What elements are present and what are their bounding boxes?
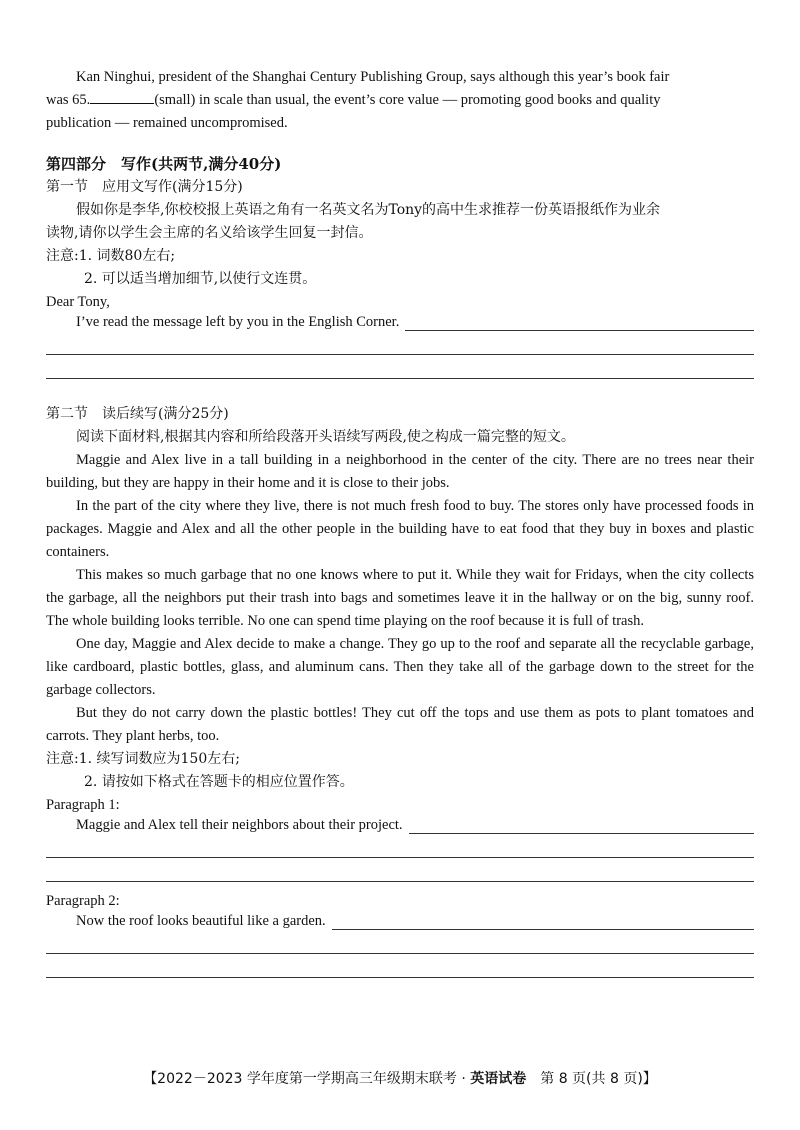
writing-line[interactable] (409, 817, 754, 834)
intro-line-1: Kan Ninghui, president of the Shanghai Century Publishing Group, says although this year’s book fair (76, 69, 670, 85)
writing-line[interactable] (405, 314, 754, 331)
writing-line[interactable] (46, 954, 754, 978)
section1-title: 第一节 应用文写作(满分15分) (46, 179, 243, 195)
intro-line-2-after: (small) in scale than usual, the event’s core value — promoting good books and quality (154, 92, 661, 108)
writing-line[interactable] (332, 913, 754, 930)
letter-opening: I’ve read the message left by you in the English Corner. (76, 314, 400, 330)
exam-page (46, 66, 754, 978)
fill-blank[interactable] (90, 89, 154, 104)
section1-prompt-2: 读物,请你以学生会主席的名义给该学生回复一封信。 (46, 225, 373, 241)
paragraph1-label: Paragraph 1: (46, 797, 120, 813)
story-paragraph: But they do not carry down the plastic bottles! They cut off the tops and use them as pots to plant tomatoes and carrots. They plant herbs, too. (46, 705, 754, 744)
story-paragraph: One day, Maggie and Alex decide to make a change. They go up to the roof and separate all the recyclable garbage, like cardboard, plastic bottles, glass, and aluminum cans. Then they take all of the garbage down to the street for the garbage collectors. (46, 636, 754, 698)
story-paragraph: In the part of the city where they live, there is not much fresh food to buy. The stores only have processed foods in packages. Maggie and Alex and all the other people in the building have to eat food that they buy in boxes and plastic containers. (46, 498, 754, 560)
writing-line[interactable] (46, 930, 754, 954)
intro-line-2 (46, 89, 754, 112)
section1-note-2: 2. 可以适当增加细节,以使行文连贯。 (84, 271, 317, 287)
section2-title: 第二节 读后续写(满分25分) (46, 406, 229, 422)
paragraph1-start-row (46, 817, 754, 834)
writing-line[interactable] (46, 331, 754, 355)
section2-instruction: 阅读下面材料,根据其内容和所给段落开头语续写两段,使之构成一篇完整的短文。 (76, 429, 575, 445)
paragraph2-label: Paragraph 2: (46, 893, 120, 909)
letter-opening-row (46, 314, 754, 331)
paragraph2-start-row (46, 913, 754, 930)
letter-salutation: Dear Tony, (46, 294, 110, 310)
footer-subject: 英语试卷 (470, 1071, 527, 1087)
footer-page-number: 第 8 页(共 8 页)】 (526, 1071, 657, 1087)
paragraph1-start: Maggie and Alex tell their neighbors about their project. (76, 817, 403, 833)
page-footer (0, 1068, 800, 1088)
section2-note-2: 2. 请按如下格式在答题卡的相应位置作答。 (84, 774, 354, 790)
story-paragraph: Maggie and Alex live in a tall building in a neighborhood in the center of the city. There are no trees near their building, but they are happy in their home and it is close to their jobs. (46, 452, 754, 491)
part4-title: 第四部分 写作(共两节,满分40分) (46, 155, 282, 173)
intro-line-2-before: was 65. (46, 92, 91, 108)
section1-note-1: 注意:1. 词数80左右; (46, 248, 176, 264)
paragraph2-start: Now the roof looks beautiful like a garden. (76, 913, 326, 929)
writing-line[interactable] (46, 834, 754, 858)
story-paragraph: This makes so much garbage that no one knows where to put it. While they wait for Fridays, when the city collects the garbage, all the neighbors put their trash into bags and sometimes leave it in the hallway or on the big, sunny roof. The whole building looks terrible. No one can spend time playing on the roof because it is full of trash. (46, 567, 754, 629)
section2-note-1: 注意:1. 续写词数应为150左右; (46, 751, 240, 767)
writing-line[interactable] (46, 355, 754, 379)
footer-exam-title: 【2022－2023 学年度第一学期高三年级期末联考 · (143, 1071, 471, 1087)
intro-line-3: publication — remained uncompromised. (46, 115, 288, 131)
section1-prompt-1: 假如你是李华,你校校报上英语之角有一名英文名为Tony的高中生求推荐一份英语报纸作为业余 (76, 202, 661, 218)
writing-line[interactable] (46, 858, 754, 882)
